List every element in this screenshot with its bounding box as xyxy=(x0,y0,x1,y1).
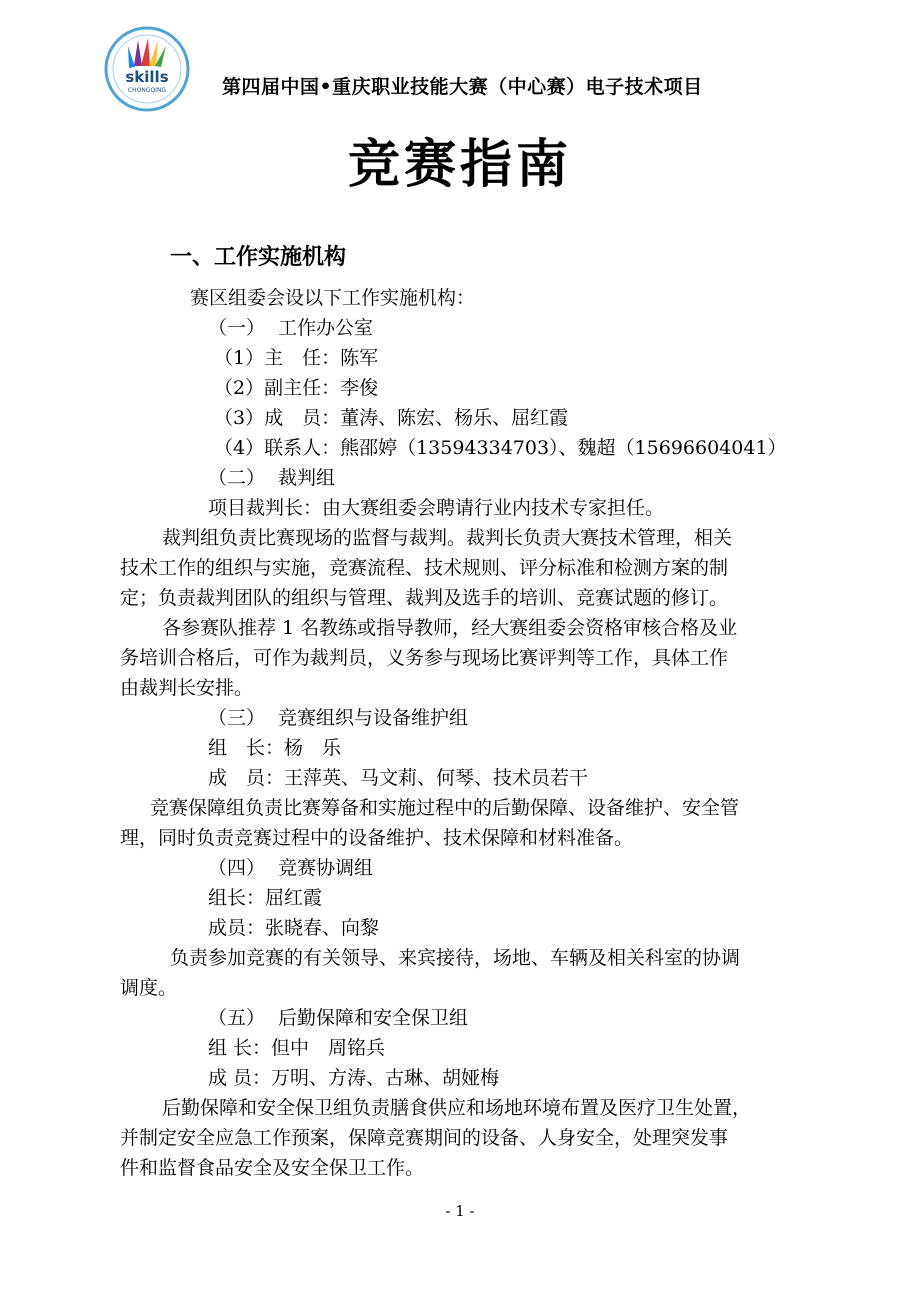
subsection-name: 竞赛组织与设备维护组 xyxy=(278,707,469,729)
subsection-number: （一） xyxy=(208,317,266,339)
equipment-para-line2: 理，同时负责竞赛过程中的设备维护、技术保障和材料准备。 xyxy=(120,827,634,849)
subsection-referee xyxy=(208,463,335,493)
subsection-number: （四） xyxy=(208,857,266,879)
logistics-para-line3: 件和监督食品安全及安全保卫工作。 xyxy=(120,1157,425,1179)
subsection-number: （三） xyxy=(208,707,266,729)
office-contacts: （4）联系人：熊邵婷（13594334703）、魏超（15696604041） xyxy=(214,437,787,459)
coordination-members: 成员：张晓春、向黎 xyxy=(208,917,380,939)
subsection-coordination xyxy=(208,853,373,883)
subsection-name: 竞赛协调组 xyxy=(278,857,374,879)
page-number: - 1 - xyxy=(445,1202,475,1220)
subsection-number: （二） xyxy=(208,467,266,489)
office-director: （1）主 任：陈军 xyxy=(214,347,379,369)
logistics-leader: 组 长：但中 周铭兵 xyxy=(208,1037,386,1059)
referee-para1-line1: 裁判组负责比赛现场的监督与裁判。裁判长负责大赛技术管理，相关 xyxy=(162,527,733,549)
intro-line: 赛区组委会设以下工作实施机构： xyxy=(190,287,476,309)
referee-para2-line3: 由裁判长安排。 xyxy=(120,677,254,699)
referee-chief: 项目裁判长：由大赛组委会聘请行业内技术专家担任。 xyxy=(208,497,665,519)
equipment-para-line1: 竞赛保障组负责比赛筹备和实施过程中的后勤保障、设备维护、安全管 xyxy=(150,797,740,819)
coordination-leader: 组长：屈红霞 xyxy=(208,887,323,909)
subsection-name: 工作办公室 xyxy=(278,317,374,339)
subsection-logistics xyxy=(208,1003,468,1033)
referee-para1-line2: 技术工作的组织与实施，竞赛流程、技术规则、评分标准和检测方案的制 xyxy=(120,557,729,579)
svg-text:CHONGQING: CHONGQING xyxy=(127,87,167,94)
svg-text:skills: skills xyxy=(125,68,169,86)
equipment-leader: 组 长：杨 乐 xyxy=(208,737,342,759)
office-members: （3）成 员：董涛、陈宏、杨乐、屈红霞 xyxy=(214,407,569,429)
document-title: 竞赛指南 xyxy=(347,135,572,195)
referee-para1-line3: 定；负责裁判团队的组织与管理、裁判及选手的培训、竞赛试题的修订。 xyxy=(120,587,729,609)
referee-para2-line2: 务培训合格后，可作为裁判员，义务参与现场比赛评判等工作，具体工作 xyxy=(120,647,729,669)
subsection-equipment xyxy=(208,703,468,733)
header-title: 第四届中国•重庆职业技能大赛（中心赛）电子技术项目 xyxy=(222,76,703,98)
subsection-name: 裁判组 xyxy=(278,467,336,489)
office-deputy: （2）副主任：李俊 xyxy=(214,377,379,399)
logistics-members: 成 员：万明、方涛、古琳、胡娅梅 xyxy=(208,1067,500,1089)
coordination-para-line1: 负责参加竞赛的有关领导、来宾接待，场地、车辆及相关科室的协调 xyxy=(170,947,741,969)
section-heading: 一、工作实施机构 xyxy=(170,245,347,270)
skills-chongqing-logo xyxy=(104,26,190,112)
subsection-number: （五） xyxy=(208,1007,266,1029)
coordination-para-line2: 调度。 xyxy=(120,977,178,999)
subsection-name: 后勤保障和安全保卫组 xyxy=(278,1007,469,1029)
equipment-members: 成 员：王萍英、马文莉、何琴、技术员若干 xyxy=(208,767,589,789)
referee-para2-line1: 各参赛队推荐 1 名教练或指导教师，经大赛组委会资格审核合格及业 xyxy=(162,617,738,639)
subsection-office xyxy=(208,313,373,343)
logistics-para-line1: 后勤保障和安全保卫组负责膳食供应和场地环境布置及医疗卫生处置， xyxy=(162,1097,752,1119)
logistics-para-line2: 并制定安全应急工作预案，保障竞赛期间的设备、人身安全，处理突发事 xyxy=(120,1127,729,1149)
